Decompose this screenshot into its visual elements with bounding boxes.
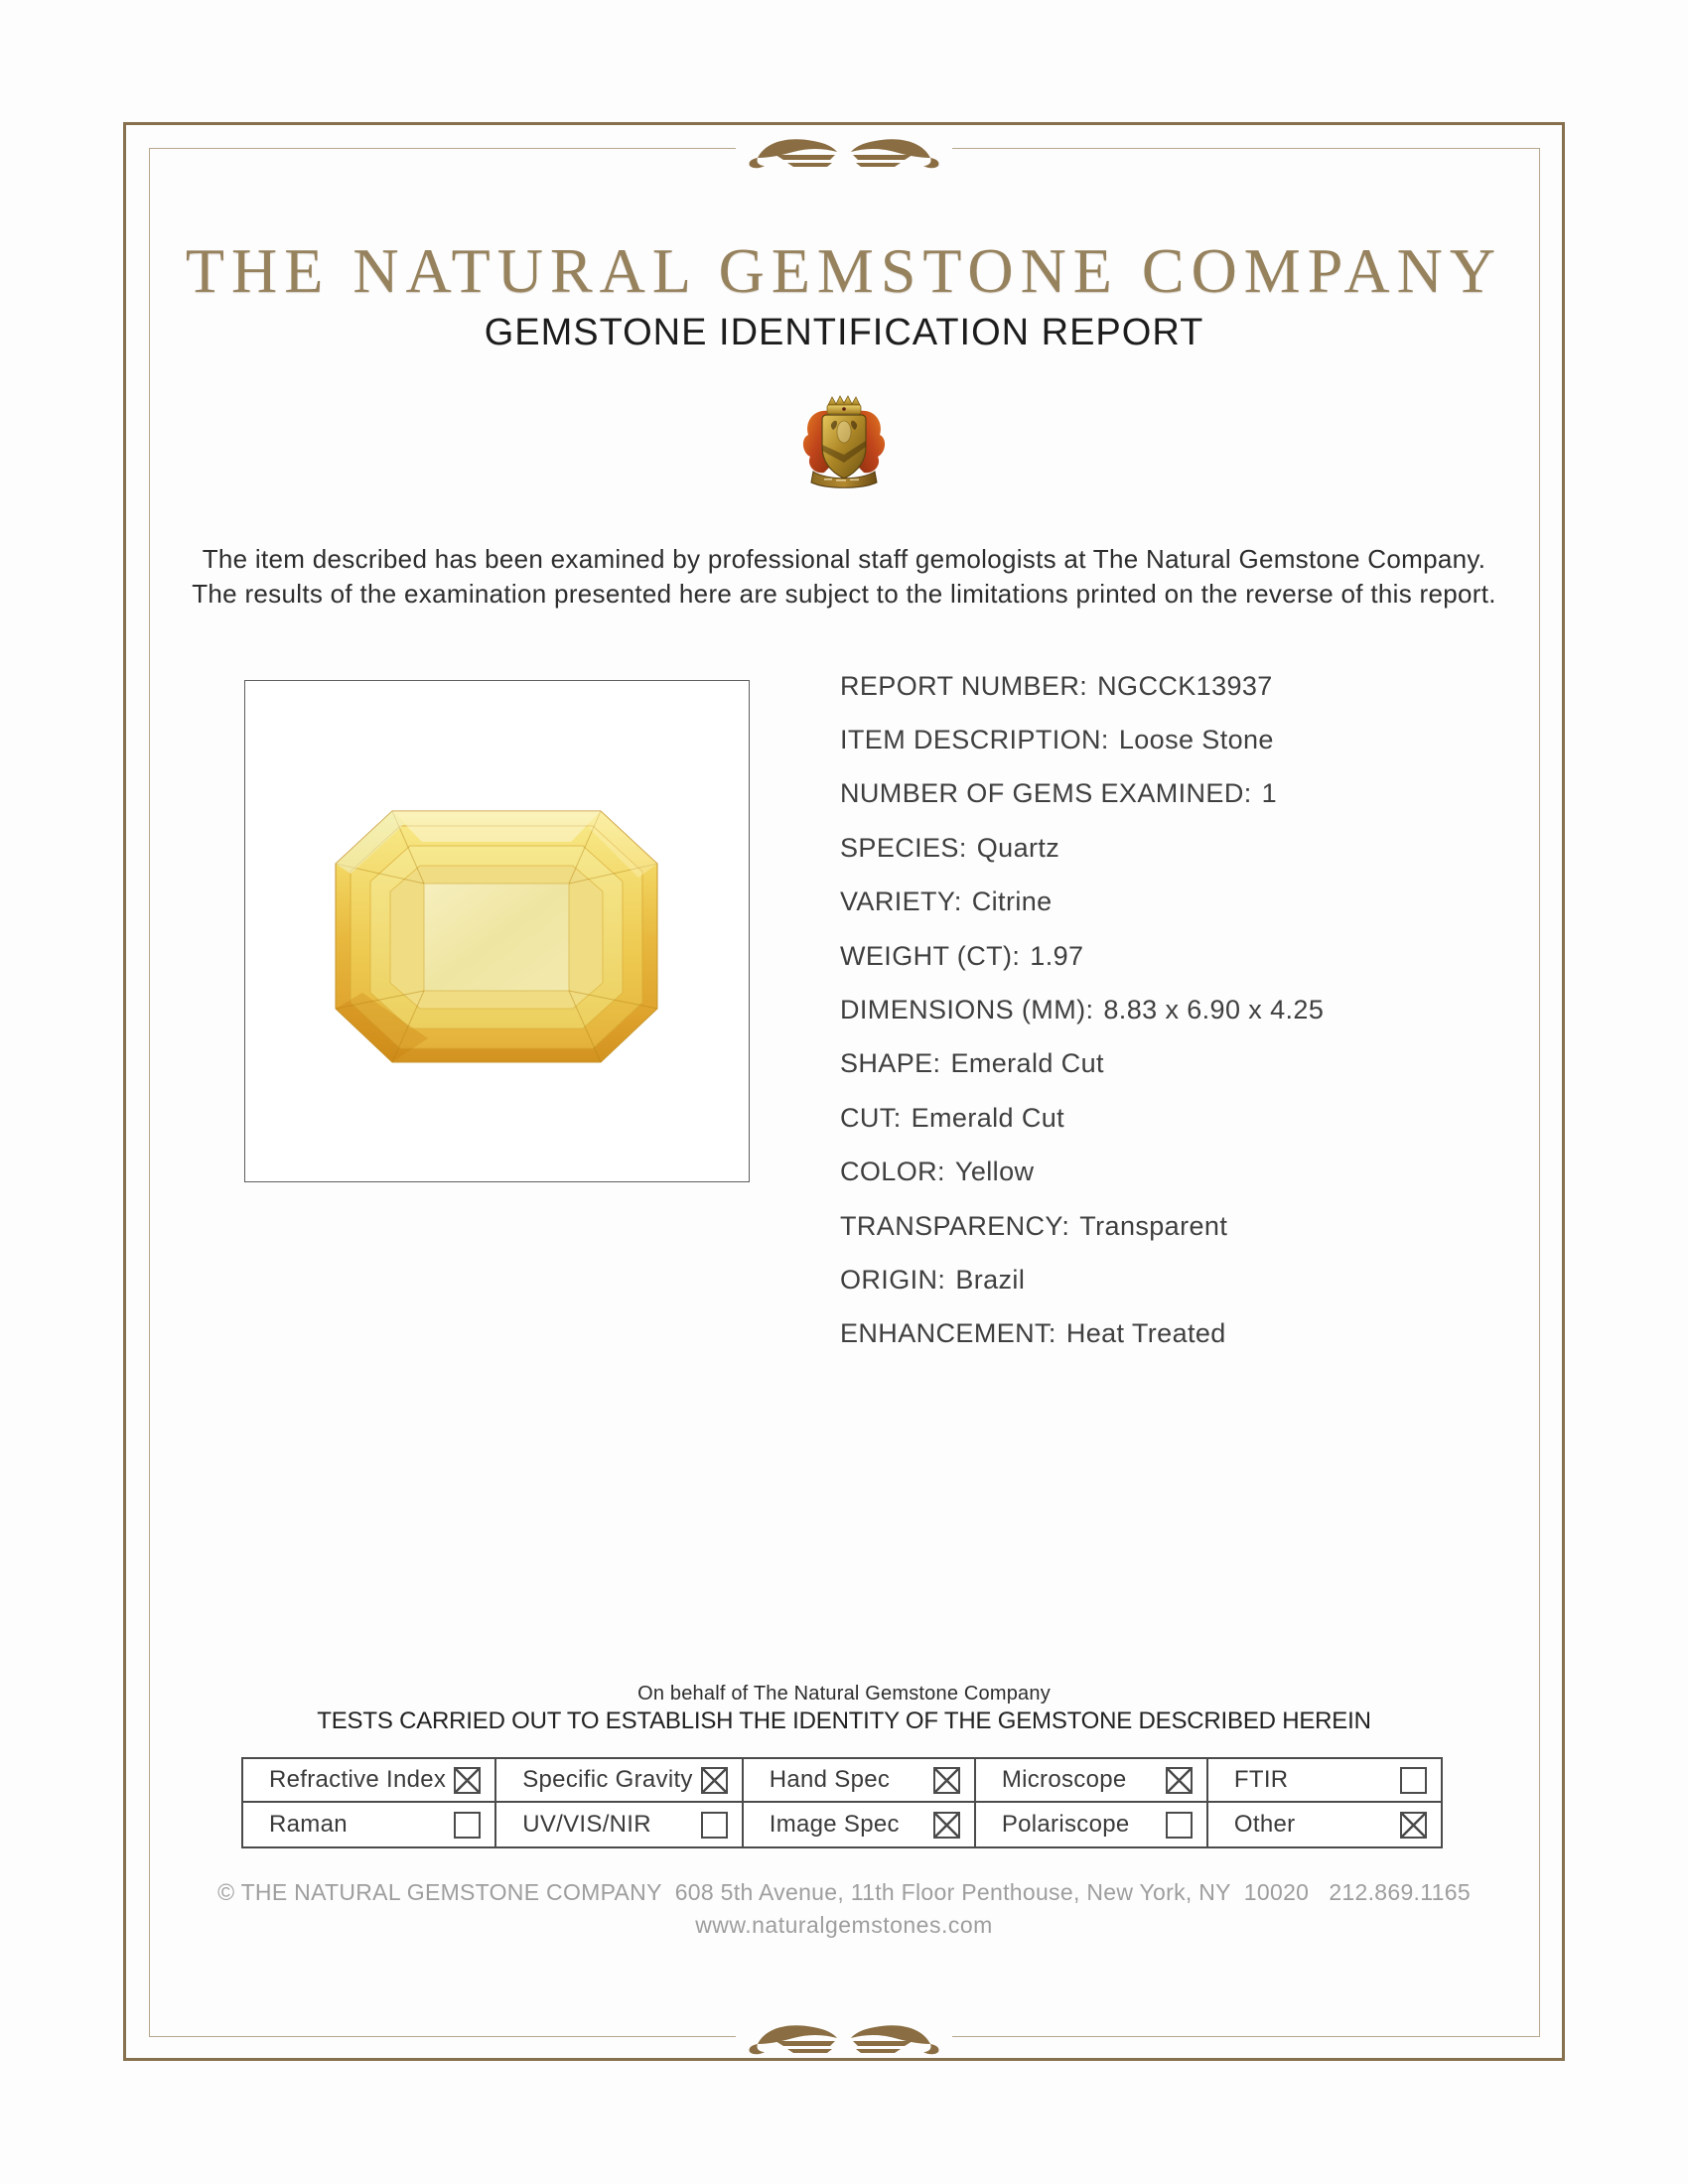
intro-paragraph xyxy=(0,542,1688,612)
test-cell-raman: Raman xyxy=(243,1803,496,1846)
gemstone-photo xyxy=(244,680,750,1182)
detail-row-item-description: ITEM DESCRIPTION: Loose Stone xyxy=(840,725,1274,755)
checkbox-icon xyxy=(1166,1812,1193,1839)
checkbox-icon xyxy=(1400,1767,1427,1794)
test-cell-uv-vis-nir: UV/VIS/NIR xyxy=(496,1803,744,1846)
report-details-list xyxy=(840,659,1456,1361)
checkbox-icon xyxy=(701,1767,728,1794)
detail-row-dimensions: DIMENSIONS (MM): 8.83 x 6.90 x 4.25 xyxy=(840,995,1325,1025)
detail-row-shape: SHAPE: Emerald Cut xyxy=(840,1048,1104,1079)
checkbox-icon xyxy=(1166,1767,1193,1794)
detail-row-cut: CUT: Emerald Cut xyxy=(840,1102,1065,1133)
detail-row-color: COLOR: Yellow xyxy=(840,1157,1035,1187)
on-behalf-note: On behalf of The Natural Gemstone Company xyxy=(637,1683,1051,1705)
checkbox-icon xyxy=(454,1812,481,1839)
test-cell-ftir: FTIR xyxy=(1208,1759,1441,1803)
citrine-gem-illustration xyxy=(333,808,660,1066)
company-crest-icon xyxy=(794,395,894,494)
checkbox-icon xyxy=(1400,1812,1427,1839)
intro-line-1: The item described has been examined by professional staff gemologists at The Natural Gemstone Company. xyxy=(202,544,1486,574)
tests-table xyxy=(241,1757,1443,1848)
checkbox-icon xyxy=(933,1812,960,1839)
detail-row-weight: WEIGHT (CT): 1.97 xyxy=(840,940,1084,971)
detail-row-species: SPECIES: Quartz xyxy=(840,832,1060,863)
detail-row-variety: VARIETY: Citrine xyxy=(840,887,1053,917)
detail-row-number-of-gems: NUMBER OF GEMS EXAMINED: 1 xyxy=(840,778,1278,809)
tests-heading: TESTS CARRIED OUT TO ESTABLISH THE IDENTITY OF THE GEMSTONE DESCRIBED HEREIN xyxy=(317,1707,1371,1734)
test-cell-refractive-index: Refractive Index xyxy=(243,1759,496,1803)
company-name: THE NATURAL GEMSTONE COMPANY xyxy=(185,235,1503,306)
test-cell-hand-spec: Hand Spec xyxy=(744,1759,976,1803)
test-cell-specific-gravity: Specific Gravity xyxy=(496,1759,744,1803)
footer-address: © THE NATURAL GEMSTONE COMPANY 608 5th Avenue, 11th Floor Penthouse, New York, NY 10020 212.869.1165 xyxy=(217,1879,1471,1905)
detail-row-origin: ORIGIN: Brazil xyxy=(840,1264,1026,1295)
test-cell-microscope: Microscope xyxy=(976,1759,1208,1803)
detail-row-transparency: TRANSPARENCY: Transparent xyxy=(840,1210,1228,1241)
checkbox-icon xyxy=(701,1812,728,1839)
test-cell-polariscope: Polariscope xyxy=(976,1803,1208,1846)
bottom-ornament-divider-icon xyxy=(736,2014,952,2058)
detail-row-report-number: REPORT NUMBER: NGCCK13937 xyxy=(840,670,1273,701)
report-title: GEMSTONE IDENTIFICATION REPORT xyxy=(484,312,1204,353)
detail-row-enhancement: ENHANCEMENT: Heat Treated xyxy=(840,1318,1226,1349)
checkbox-icon xyxy=(933,1767,960,1794)
test-cell-other: Other xyxy=(1208,1803,1441,1846)
intro-line-2: The results of the examination presented here are subject to the limitations printed on the reverse of this report. xyxy=(192,579,1496,609)
footer-website: www.naturalgemstones.com xyxy=(695,1912,993,1938)
test-cell-image-spec: Image Spec xyxy=(744,1803,976,1846)
top-ornament-divider-icon xyxy=(736,128,952,172)
checkbox-icon xyxy=(454,1767,481,1794)
